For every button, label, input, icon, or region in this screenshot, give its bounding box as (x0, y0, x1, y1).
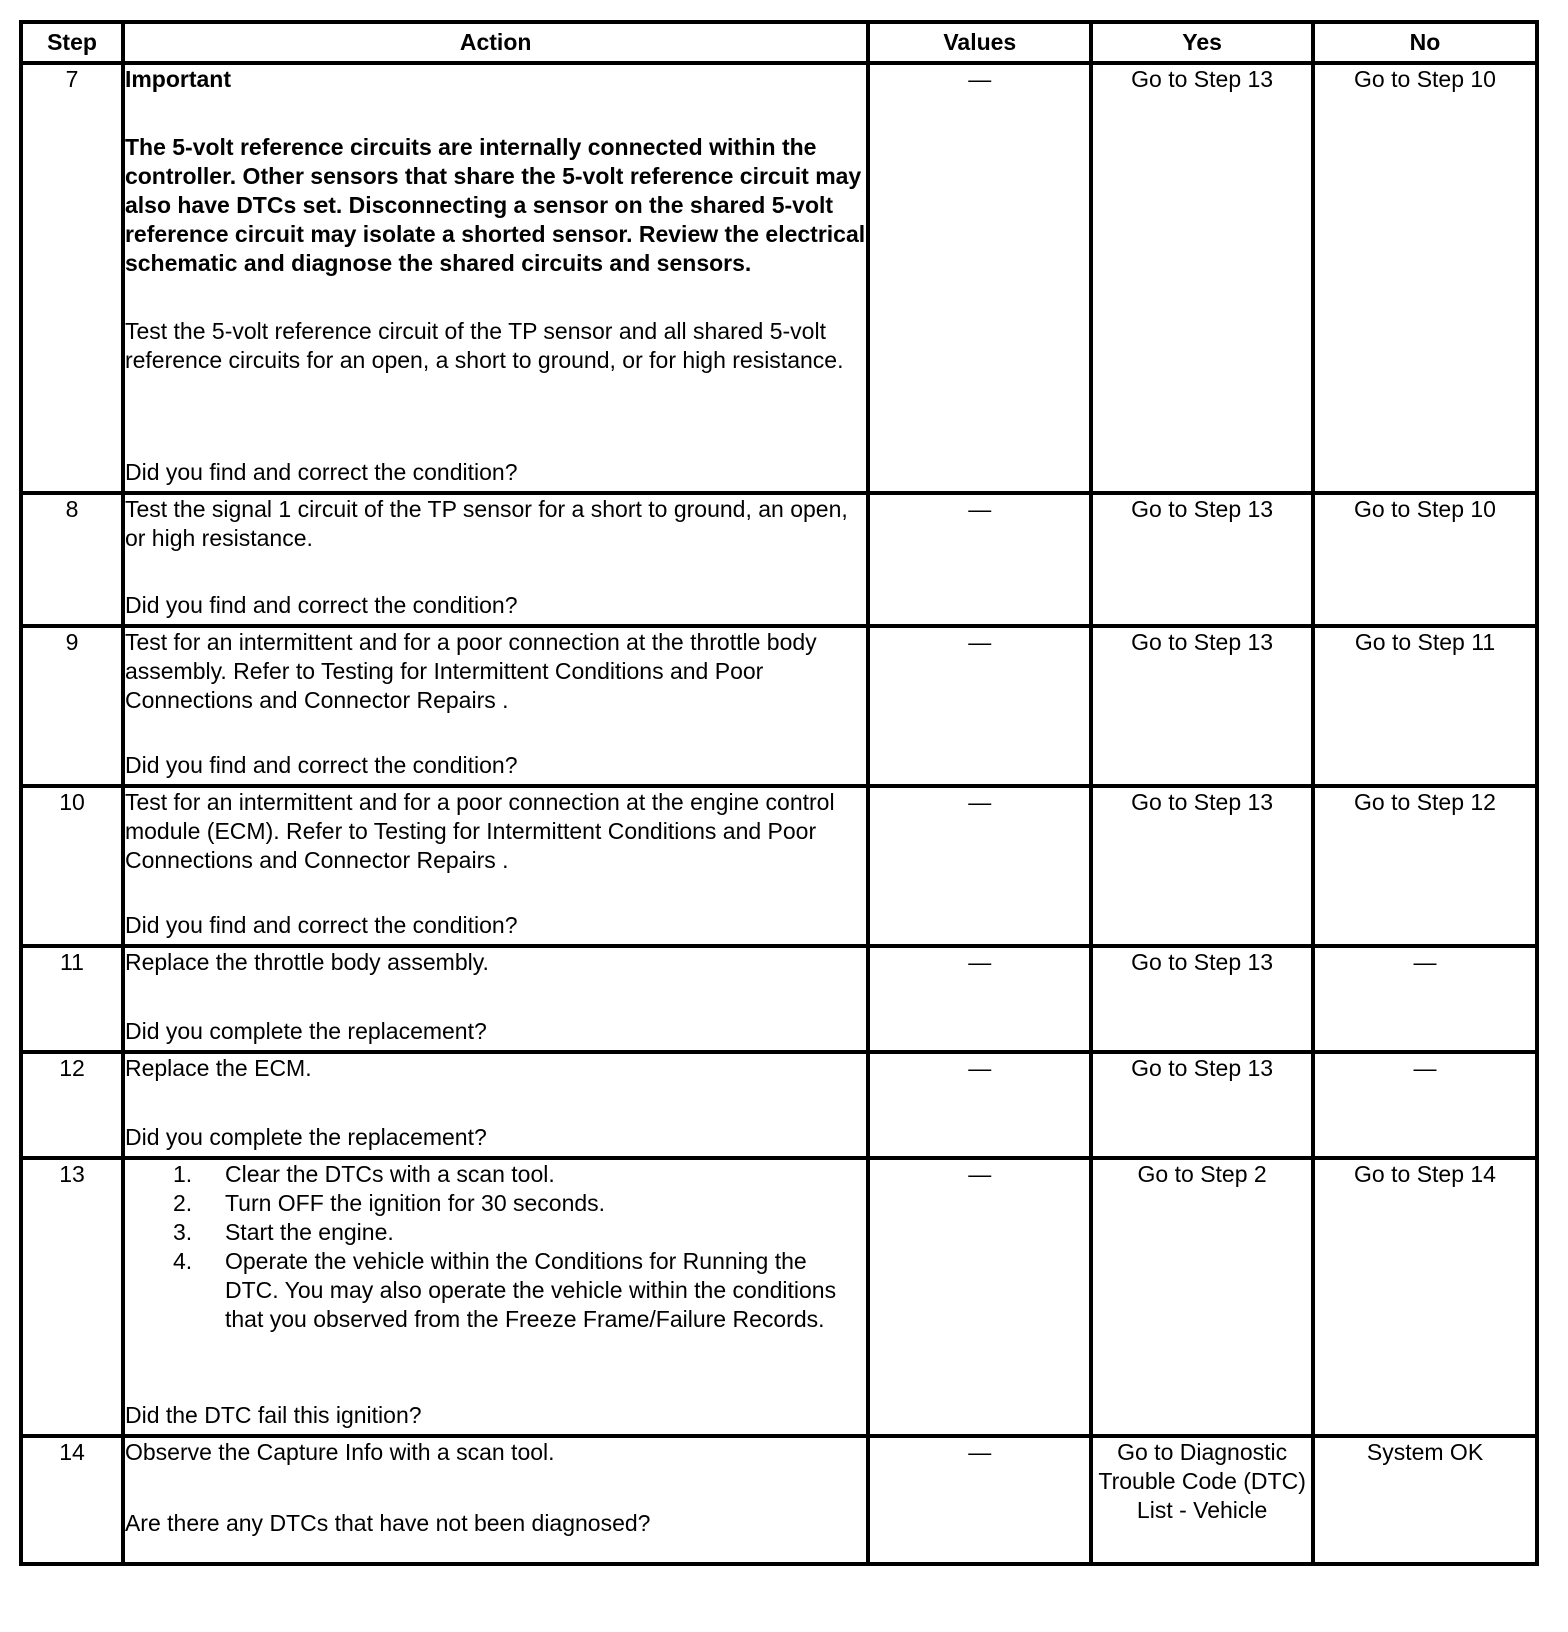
step-number: 14 (21, 1436, 123, 1564)
values-cell: — (868, 1158, 1091, 1436)
table-row (21, 786, 1537, 946)
action-cell (123, 786, 868, 946)
action-cell (123, 1158, 868, 1436)
action-cell (123, 493, 868, 626)
values-cell: — (868, 63, 1091, 493)
action-cell (123, 1052, 868, 1158)
table-row (21, 626, 1537, 786)
action-question: Did you find and correct the condition? (124, 592, 518, 618)
action-text: Observe the Capture Info with a scan tool. (124, 1439, 555, 1465)
values-cell: — (868, 786, 1091, 946)
yes-cell: Go to Step 13 (1091, 493, 1313, 626)
no-cell: Go to Step 11 (1313, 626, 1537, 786)
procedure-list (125, 1160, 866, 1334)
step-number: 9 (21, 626, 123, 786)
action-cell (123, 946, 868, 1052)
header-row (21, 22, 1537, 63)
important-label: Important (124, 66, 232, 92)
no-cell: Go to Step 10 (1313, 63, 1537, 493)
action-question: Did you complete the replacement? (124, 1018, 487, 1044)
step-number: 11 (21, 946, 123, 1052)
yes-cell: Go to Step 2 (1091, 1158, 1313, 1436)
action-text: Test the 5-volt reference circuit of the TP sensor and all shared 5-volt reference circuits for an open, a short to ground, or for high resistance. (124, 318, 844, 373)
no-cell: Go to Step 12 (1313, 786, 1537, 946)
action-text: Replace the throttle body assembly. (124, 949, 489, 975)
no-cell: Go to Step 10 (1313, 493, 1537, 626)
values-cell: — (868, 493, 1091, 626)
yes-cell: Go to Diagnostic Trouble Code (DTC) List - Vehicle (1091, 1436, 1313, 1564)
important-text: The 5-volt reference circuits are internally connected within the controller. Other sensors that share the 5-volt reference circuit may also have DTCs set. Disconnecting a sensor on the shared 5-volt reference circuit may isolate a shorted sensor. Review the electrical schematic and diagnose the shared circuits and sensors. (124, 134, 866, 276)
yes-cell: Go to Step 13 (1091, 946, 1313, 1052)
step-number: 7 (21, 63, 123, 493)
no-cell: — (1313, 946, 1537, 1052)
step-number: 13 (21, 1158, 123, 1436)
list-item: 3. Start the engine. (172, 1219, 394, 1245)
table-row (21, 1052, 1537, 1158)
list-item: 2. Turn OFF the ignition for 30 seconds. (172, 1190, 606, 1216)
action-cell (123, 1436, 868, 1564)
yes-cell: Go to Step 13 (1091, 626, 1313, 786)
table-row (21, 1158, 1537, 1436)
step-number: 10 (21, 786, 123, 946)
header-values: Values (868, 22, 1091, 63)
action-text: Test for an intermittent and for a poor connection at the engine control module (ECM). Refer to Testing for Intermittent Conditions and Poor Connections and Connector Repairs . (124, 789, 835, 873)
table-row (21, 493, 1537, 626)
action-question: Did you find and correct the condition? (124, 912, 518, 938)
step-number: 12 (21, 1052, 123, 1158)
values-cell: — (868, 626, 1091, 786)
no-cell: — (1313, 1052, 1537, 1158)
action-text: Replace the ECM. (124, 1055, 312, 1081)
header-step: Step (21, 22, 123, 63)
no-cell: System OK (1313, 1436, 1537, 1564)
step-number: 8 (21, 493, 123, 626)
list-item: 4. Operate the vehicle within the Conditions for Running the DTC. You may also operate the vehicle within the conditions that you observed from the Freeze Frame/Failure Records. (172, 1248, 837, 1332)
table-row (21, 1436, 1537, 1564)
yes-cell: Go to Step 13 (1091, 1052, 1313, 1158)
action-cell (123, 63, 868, 493)
table-row (21, 63, 1537, 493)
header-no: No (1313, 22, 1537, 63)
yes-cell: Go to Step 13 (1091, 786, 1313, 946)
diagnostic-table (19, 20, 1539, 1566)
table-row (21, 946, 1537, 1052)
action-text: Test for an intermittent and for a poor connection at the throttle body assembly. Refer to Testing for Intermittent Conditions and Poor Connections and Connector Repairs . (124, 629, 817, 713)
yes-cell: Go to Step 13 (1091, 63, 1313, 493)
action-cell (123, 626, 868, 786)
action-question: Did the DTC fail this ignition? (124, 1402, 422, 1428)
action-question: Did you find and correct the condition? (124, 459, 518, 485)
action-question: Did you complete the replacement? (124, 1124, 487, 1150)
list-item: 1. Clear the DTCs with a scan tool. (172, 1161, 555, 1187)
action-question: Are there any DTCs that have not been diagnosed? (124, 1510, 651, 1536)
no-cell: Go to Step 14 (1313, 1158, 1537, 1436)
header-yes: Yes (1091, 22, 1313, 63)
action-question: Did you find and correct the condition? (124, 752, 518, 778)
values-cell: — (868, 946, 1091, 1052)
header-action: Action (123, 22, 868, 63)
values-cell: — (868, 1436, 1091, 1564)
values-cell: — (868, 1052, 1091, 1158)
action-text: Test the signal 1 circuit of the TP sensor for a short to ground, an open, or high resistance. (124, 496, 848, 551)
